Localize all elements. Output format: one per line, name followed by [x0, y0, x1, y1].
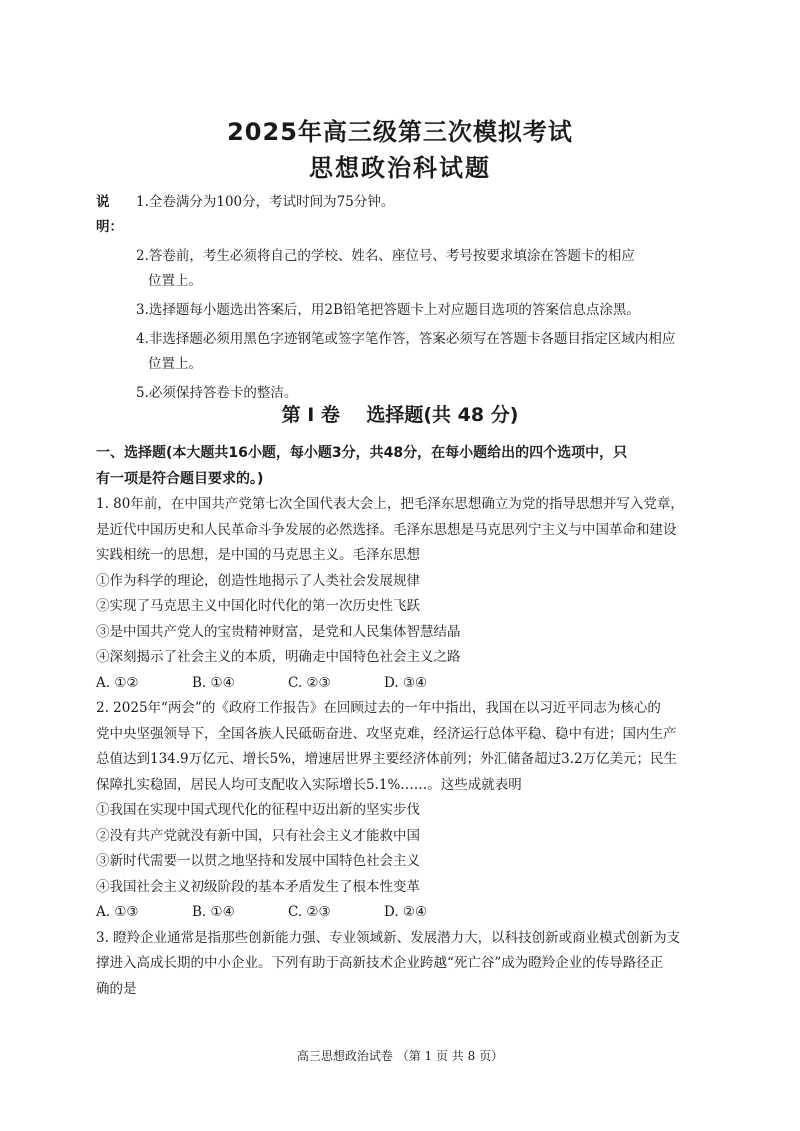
option-c: C. ②③	[288, 674, 331, 691]
section-title: 第 I 卷 选择题(共 48 分)	[281, 404, 519, 426]
statement-item: ③新时代需要一以贯之地坚持和发展中国特色社会主义	[96, 853, 420, 869]
page-footer: 高三思想政治试卷 （第 1 页 共 8 页）	[296, 1049, 504, 1063]
note-indent	[96, 298, 136, 323]
note-indent	[96, 327, 136, 352]
answer-options	[96, 671, 712, 697]
note-row-1	[96, 190, 736, 240]
note-item: 1.全卷满分为100分，考试时间为75分钟。	[136, 194, 395, 210]
notes-label: 说明：	[96, 194, 123, 235]
option-d: D. ③④	[384, 674, 428, 691]
option-b: B. ①④	[192, 674, 235, 691]
question-text: 2. 2025年“两会”的《政府工作报告》在回顾过去的一年中指出，我国在以习近平同志为核心的	[96, 700, 661, 716]
questions-content	[96, 440, 712, 1002]
instructions-notes	[96, 190, 736, 410]
note-item: 5.必须保持答卷卡的整洁。	[136, 385, 298, 401]
exam-title: 2025年高三级第三次模拟考试	[227, 118, 573, 146]
statement-item: ④深刻揭示了社会主义的本质，明确走中国特色社会主义之路	[96, 649, 461, 665]
note-indent	[96, 244, 136, 269]
question-text: 3. 瞪羚企业通常是指那些创新能力强、专业领域新、发展潜力大，以科技创新或商业模式创新为支	[96, 929, 681, 946]
option-c: C. ②③	[288, 904, 331, 920]
statement-item: ③是中国共产党人的宝贵精神财富，是党和人民集体智慧结晶	[96, 623, 461, 640]
note-item: 3.选择题每小题选出答案后，用2B铅笔把答题卡上对应题目选项的答案信息点涂黑。	[136, 302, 640, 318]
question-2	[96, 696, 712, 926]
statement-item: ②没有共产党就没有新中国，只有社会主义才能救中国	[96, 827, 420, 844]
question-text: 确的是	[96, 980, 137, 997]
section-instruction: 有一项是符合题目要求的。)	[96, 471, 264, 487]
note-item: 4.非选择题必须用黑色字迹钢笔或签字笔作答，答案必须写在答题卡各题目指定区域内相应	[136, 331, 676, 347]
option-a: A. ①③	[96, 904, 139, 920]
section-instruction: 一、选择题(本大题共16小题，每小题3分，共48分，在每小题给出的四个选项中，只	[96, 445, 628, 461]
note-row-3	[96, 298, 736, 323]
statement-item: ②实现了马克思主义中国化时代化的第一次历史性飞跃	[96, 598, 420, 614]
statement-item: ①作为科学的理论，创造性地揭示了人类社会发展规律	[96, 572, 420, 589]
option-a: A. ①②	[96, 674, 139, 691]
note-row-2	[96, 244, 736, 269]
question-text: 实践相统一的思想，是中国的马克思主义。毛泽东思想	[96, 547, 420, 563]
note-item: 2.答卷前，考生必须将自己的学校、姓名、座位号、考号按要求填涂在答题卡的相应	[136, 248, 635, 264]
exam-subtitle: 思想政治科试题	[309, 154, 491, 182]
note-item-continuation: 位置上。	[148, 273, 202, 289]
answer-options	[96, 900, 712, 926]
question-text: 保障扎实稳固，居民人均可支配收入实际增长5.1%……。这些成就表明	[96, 776, 522, 793]
question-3	[96, 926, 712, 1003]
statement-item: ④我国社会主义初级阶段的基本矛盾发生了根本性变革	[96, 878, 420, 895]
question-text: 总值达到134.9万亿元、增长5%，增速居世界主要经济体前列；外汇储备超过3.2万亿美元；民生	[96, 751, 678, 767]
note-row-4	[96, 327, 736, 352]
question-text: 是近代中国历史和人民革命斗争发展的必然选择。毛泽东思想是马克思列宁主义与中国革命和建设	[96, 521, 677, 538]
note-item-continuation: 位置上。	[148, 356, 202, 372]
option-d: D. ②④	[384, 904, 428, 920]
question-text: 1. 80年前，在中国共产党第七次全国代表大会上，把毛泽东思想确立为党的指导思想并写入党章，	[96, 496, 684, 512]
statement-item: ①我国在实现中国式现代化的征程中迈出新的坚实步伐	[96, 802, 420, 818]
question-text: 党中央坚强领导下，全国各族人民砥砺奋进、攻坚克难，经济运行总体平稳、稳中有进；国内生产	[96, 725, 677, 742]
question-1	[96, 492, 712, 696]
option-b: B. ①④	[192, 904, 235, 920]
question-text: 撑进入高成长期的中小企业。下列有助于高新技术企业跨越“死亡谷”成为瞪羚企业的传导路径正	[96, 955, 664, 971]
